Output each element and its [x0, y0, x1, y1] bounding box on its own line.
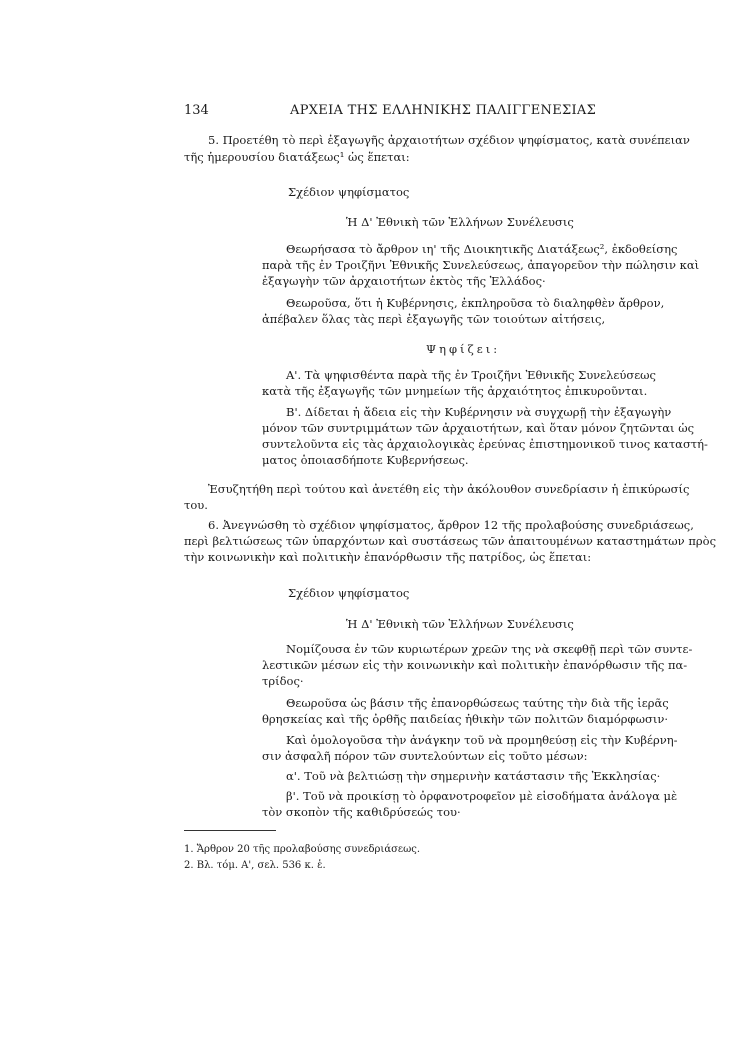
footnote: 2. Βλ. τόμ. Α', σελ. 536 κ. ἑ. [184, 860, 326, 871]
draft-heading: Σχέδιον ψηφίσματος [288, 185, 410, 199]
body-line: Νομίζουσα ἐν τῶν κυριωτέρων χρεῶν της νὰ σκεφθῇ περὶ τῶν συντε- [286, 642, 693, 656]
body-line: ἐξαγωγὴν τῶν ἀρχαιοτήτων ἐκτὸς τῆς Ἑλλάδος· [262, 274, 546, 288]
body-line: Β'. Δίδεται ἡ ἄδεια εἰς τὴν Κυβέρνησιν νὰ συγχωρῇ τὴν ἐξαγωγὴν [286, 405, 672, 419]
body-line: 6. Ἀνεγνώσθη τὸ σχέδιον ψηφίσματος, ἄρθρον 12 τῆς προλαβούσης συνεδριάσεως, [208, 518, 694, 532]
body-line: του. [184, 498, 208, 512]
body-line: Α'. Τὰ ψηφισθέντα παρὰ τῆς ἐν Τροιζῆνι Ἐθνικῆς Συνελεύσεως [286, 368, 656, 382]
body-line: Θεωροῦσα, ὅτι ἡ Κυβέρνησις, ἐκπληροῦσα τὸ διαληφθὲν ἄρθρον, [286, 296, 665, 310]
body-line: Ἐσυζητήθη περὶ τούτου καὶ ἀνετέθη εἰς τὴν ἀκόλουθον συνεδρίασιν ἡ ἐπικύρωσίς [208, 482, 690, 496]
body-line: θρησκείας καὶ τῆς ὀρθῆς παιδείας ἠθικὴν τῶν πολιτῶν διαμόρφωσιν· [262, 712, 668, 726]
body-line: τὴν κοινωνικὴν καὶ πολιτικὴν ἐπανόρθωσιν τῆς πατρίδος, ὡς ἕπεται: [184, 550, 592, 564]
assembly-heading: Ἡ Δ' Ἐθνικὴ τῶν Ἑλλήνων Συνέλευσις [346, 617, 574, 631]
body-line: περὶ βελτιώσεως τῶν ὑπαρχόντων καὶ συστάσεως τῶν ἀπαιτουμένων καταστημάτων πρὸς [184, 534, 717, 548]
draft-heading: Σχέδιον ψηφίσματος [288, 586, 410, 600]
body-line: Καὶ ὁμολογοῦσα τὴν ἀνάγκην τοῦ νὰ προμηθεύσῃ εἰς τὴν Κυβέρνη- [286, 733, 678, 747]
body-line: τὸν σκοπὸν τῆς καθιδρύσεώς του· [262, 805, 461, 819]
body-line: λεστικῶν μέσων εἰς τὴν κοινωνικὴν καὶ πολιτικὴν ἐπανόρθωσιν τῆς πα- [262, 658, 688, 672]
body-line: συντελοῦντα εἰς τὰς ἀρχαιολογικὰς ἐρεύνας ἐπιστημονικοῦ τινος καταστή- [262, 437, 708, 451]
footnote-divider [184, 830, 276, 831]
body-line: α'. Τοῦ νὰ βελτιώσῃ τὴν σημερινὴν κατάστασιν τῆς Ἐκκλησίας· [286, 769, 661, 783]
body-line: κατὰ τῆς ἐξαγωγῆς τῶν μνημείων τῆς ἀρχαιότητος ἐπικυροῦνται. [262, 384, 648, 398]
body-line: σιν ἀσφαλῆ πόρον τῶν συντελούντων εἰς τοῦτο μέσων: [262, 749, 588, 763]
body-line: τρίδος· [262, 674, 304, 688]
body-line: β'. Τοῦ νὰ προικίσῃ τὸ ὀρφανοτροφεῖον μὲ εἰσοδήματα ἀνάλογα μὲ [286, 789, 678, 803]
assembly-heading: Ἡ Δ' Ἐθνικὴ τῶν Ἑλλήνων Συνέλευσις [346, 215, 574, 229]
body-line: ματος ὁποιασδήποτε Κυβερνήσεως. [262, 453, 469, 467]
body-line: ἀπέβαλεν ὅλας τὰς περὶ ἐξαγωγῆς τῶν τοιούτων αἰτήσεις, [262, 312, 606, 326]
page-number: 134 [184, 103, 209, 118]
footnote: 1. Ἄρθρον 20 τῆς προλαβούσης συνεδριάσεως. [184, 844, 421, 855]
body-line: Θεωροῦσα ὡς βάσιν τῆς ἐπανορθώσεως ταύτης τὴν διὰ τῆς ἱερᾶς [286, 696, 669, 710]
running-title: ΑΡΧΕΙΑ ΤΗΣ ΕΛΛΗΝΙΚΗΣ ΠΑΛΙΓΓΕΝΕΣΙΑΣ [290, 103, 597, 118]
body-line: Θεωρήσασα τὸ ἄρθρον ιη' τῆς Διοικητικῆς Διατάξεως², ἐκδοθείσης [286, 242, 678, 256]
body-line: μόνον τῶν συντριμμάτων τῶν ἀρχαιοτήτων, καὶ ὅταν μόνον ζητῶνται ὡς [262, 421, 695, 435]
body-line: 5. Προετέθη τὸ περὶ ἐξαγωγῆς ἀρχαιοτήτων σχέδιον ψηφίσματος, κατὰ συνέπειαν [208, 133, 690, 147]
body-line: παρὰ τῆς ἐν Τροιζῆνι Ἐθνικῆς Συνελεύσεως, ἀπαγορεῦον τὴν πώλησιν καὶ [262, 258, 700, 272]
body-line: τῆς ἡμερουσίου διατάξεως¹ ὡς ἕπεται: [184, 150, 410, 164]
decree-heading: Ψηφίζει: [426, 342, 501, 356]
